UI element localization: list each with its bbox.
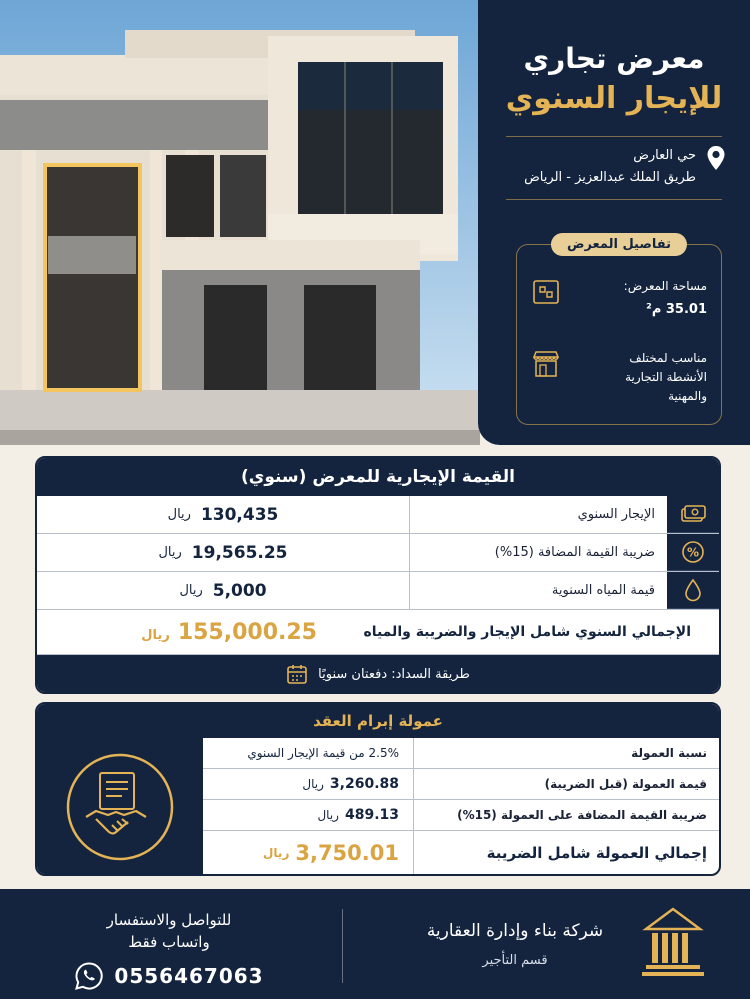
commission-card: [35, 702, 721, 876]
footer: [0, 889, 750, 999]
hero-subtitle: للإيجار السنوي: [505, 81, 723, 116]
storefront-icon: [531, 349, 561, 379]
suitable-line-2: الأنشطة التجارية: [625, 370, 707, 384]
details-box: [516, 237, 722, 425]
currency-label: ريال: [141, 627, 170, 643]
phone-number[interactable]: 0556467063: [114, 964, 264, 988]
currency-label: ريال: [302, 777, 324, 791]
rent-heading: القيمة الإيجارية للمعرض (سنوي): [37, 458, 719, 496]
water-drop-icon: [667, 572, 719, 609]
currency-label: ريال: [179, 583, 203, 598]
rate-label: نسبة العمولة: [413, 738, 719, 768]
calendar-icon: [286, 663, 308, 685]
total-label: الإجمالي السنوي شامل الإيجار والضريبة والمياه: [363, 624, 691, 640]
floor-plan-icon: [531, 277, 561, 307]
total-value: [141, 620, 357, 645]
total-amount: 155,000.25: [177, 619, 317, 645]
currency-label: ريال: [167, 507, 191, 522]
road: طريق الملك عبدالعزيز - الرياض: [524, 170, 696, 185]
amount: 5,000: [212, 580, 267, 601]
suitability-row: [531, 349, 707, 406]
amount-value: [199, 769, 413, 799]
divider: [342, 909, 343, 983]
company-info: [405, 921, 625, 968]
contact-line-1: للتواصل والاستفسار: [106, 911, 232, 929]
commission-body: [37, 738, 719, 876]
payment-method: طريقة السداد: دفعتان سنويًا: [318, 666, 470, 682]
amount: 3,750.01: [295, 841, 399, 865]
contract-handshake-panel: [37, 738, 203, 876]
vat-value: [37, 534, 409, 571]
table-row: [199, 800, 719, 831]
details-badge: تفاصيل المعرض: [551, 233, 687, 256]
divider: [506, 136, 722, 137]
building-illustration: [0, 0, 480, 445]
area-label: مساحة المعرض:: [623, 279, 707, 293]
building-photo: [0, 0, 480, 445]
commission-table: [199, 738, 719, 875]
whatsapp-icon[interactable]: [74, 961, 104, 991]
commission-vat-value: [199, 800, 413, 830]
company-name: شركة بناء وإدارة العقارية: [426, 921, 604, 941]
table-row: [37, 496, 719, 534]
currency-label: ريال: [317, 808, 339, 822]
rent-value: [37, 496, 409, 533]
money-icon: [667, 496, 719, 533]
commission-total-label: إجمالي العمولة شامل الضريبة: [413, 831, 719, 875]
department: قسم التأجير: [482, 953, 548, 968]
vat-label: ضريبة القيمة المضافة (15%): [409, 534, 667, 571]
hero-section: [0, 0, 750, 445]
amount: 489.13: [344, 807, 399, 823]
rent-card: [35, 456, 721, 694]
area-row: [531, 277, 707, 319]
commission-vat-label: ضريبة القيمة المضافة على العمولة (15%): [413, 800, 719, 830]
company-logo-icon: [640, 905, 706, 979]
percent-icon: [667, 534, 719, 571]
hero-title: معرض تجاري: [523, 42, 705, 75]
suitable-line-3: والمهنية: [668, 389, 707, 403]
table-row: [199, 738, 719, 769]
water-value: [37, 572, 409, 609]
table-row: [199, 769, 719, 800]
svg-text:%: %: [686, 545, 700, 560]
rate-value: 2.5% من قيمة الإيجار السنوي: [247, 746, 399, 760]
handshake-contract-icon: [64, 751, 176, 863]
district: حي العارض: [633, 148, 696, 163]
suitable-line-1: مناسب لمختلف: [629, 351, 707, 365]
table-row: [37, 534, 719, 572]
location: [496, 145, 732, 189]
amount: 130,435: [200, 504, 279, 525]
rent-label: الإيجار السنوي: [409, 496, 667, 533]
amount: 19,565.25: [191, 542, 288, 563]
water-label: قيمة المياه السنوية: [409, 572, 667, 609]
commission-total-value: [199, 831, 413, 875]
currency-label: ريال: [158, 545, 182, 560]
amount-label: قيمة العمولة (قبل الضريبة): [413, 769, 719, 799]
currency-label: ريال: [263, 846, 290, 860]
total-row: [37, 610, 719, 655]
commission-total-row: [199, 831, 719, 875]
contact-info: [44, 909, 294, 991]
payment-row: [37, 655, 719, 693]
divider: [506, 199, 722, 200]
phone-line: [44, 961, 294, 991]
contact-line-2: واتساب فقط: [128, 933, 210, 951]
table-row: [37, 572, 719, 610]
area-value: 35.01 م²: [646, 302, 707, 317]
location-pin-icon: [706, 145, 726, 171]
commission-heading: عمولة إبرام العقد: [37, 704, 719, 738]
amount: 3,260.88: [329, 776, 399, 792]
